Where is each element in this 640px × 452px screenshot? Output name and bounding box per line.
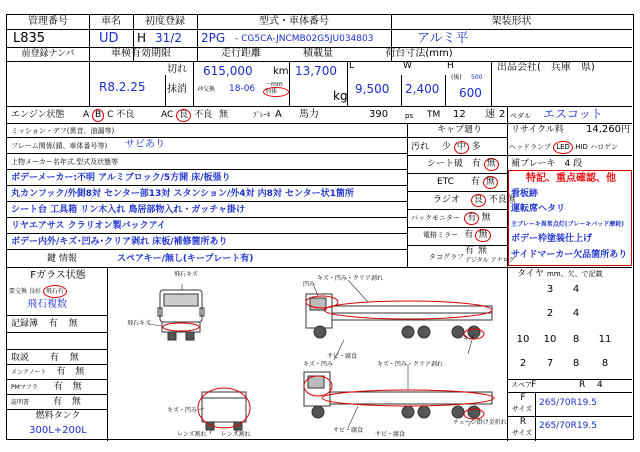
chassis-value: - CG5CA-JNCMB02G5JU034803	[235, 34, 374, 44]
meter-change-value: 18-06	[229, 84, 256, 94]
frame-label: フレーム関係(錆、車体番号等)	[11, 142, 108, 150]
note-11: レンズ割れ	[177, 431, 207, 438]
brake-value: A	[275, 109, 282, 120]
tire-r-label: R	[519, 417, 527, 427]
seat: シート破 有 無	[427, 157, 507, 172]
tire-f-size: 265/70R19.5	[539, 398, 597, 408]
spec-line-1: ボデーメーカー:不明 アルミブロック/5方開 床/板張り	[11, 173, 231, 183]
tire-r2c2: 4	[572, 308, 580, 319]
pedal-label: ペダル	[510, 112, 531, 120]
frame-value: サビあり	[125, 139, 165, 150]
kire-label: 切れ	[167, 64, 187, 75]
pm-muffler: PMマフラ 有 無	[11, 382, 82, 392]
tacho-opts: 有 無	[465, 246, 488, 256]
tacho-label: タコグラフ	[429, 253, 464, 261]
tire-r3c1: 10	[516, 334, 530, 345]
recycle-value: 14,260	[586, 124, 621, 135]
plate-label: 前登録ナンバ	[21, 49, 75, 59]
sekisai-value: 13,700	[295, 64, 337, 78]
kg-unit: kg	[333, 89, 348, 103]
km-unit: km	[273, 66, 289, 77]
nidai-label: 荷台寸法(mm)	[385, 48, 453, 59]
tm-label: TM	[427, 110, 441, 120]
tokki-item-5: サイドマーカー欠品箇所あり	[511, 250, 628, 260]
shuppin: 出品会社( 兵庫 県)	[497, 62, 595, 73]
tire-r2c1: 2	[546, 308, 554, 319]
era-value: H	[137, 31, 147, 45]
torisetsu: 取説 有 無	[11, 353, 79, 363]
truck-front-view-icon	[158, 290, 204, 340]
shomei: 証明書 有 無	[11, 397, 81, 407]
tobiishi-value: 飛石複数	[27, 299, 67, 310]
spare-f: F	[531, 380, 537, 390]
tire-r1c1: 3	[546, 284, 554, 295]
sekisai-label: 積載量	[303, 48, 333, 59]
shamei-value: UD	[99, 31, 119, 46]
soko-value: 615,000	[203, 64, 253, 78]
etc: ETC 有 無	[437, 175, 507, 190]
l-value: 9,500	[355, 82, 390, 96]
w-value: 2,400	[405, 82, 440, 96]
yogore: 汚れ 少 中 多	[411, 142, 481, 152]
h-sub-value: 500	[471, 74, 483, 81]
spec-line-4: リヤエアサス クラリオン製バックアイ	[11, 221, 166, 231]
year-value: 31/2	[155, 31, 182, 45]
note-14: サビ・腐食	[375, 431, 406, 438]
meter-note: 一mm 別体	[265, 81, 283, 95]
spec-line-5: ボデー内外/キズ･凹み･クリア剥れ 床板/補修箇所あり	[11, 237, 228, 247]
tire-r4c2: 7	[546, 358, 554, 369]
mente: メンテノート 有 無	[11, 367, 85, 377]
tank-value: 300L+200L	[29, 425, 87, 436]
tire-r4c4: 8	[601, 358, 609, 369]
note-13: キズ・凹み	[303, 361, 333, 368]
ps-unit: ps	[405, 112, 414, 120]
shonendo-label: 初度登録	[145, 16, 185, 27]
tokki-item-2: 運転席ヘタリ	[511, 204, 566, 214]
note-5: キズ	[463, 335, 475, 342]
mission-label: ミッション・デフ(異音、油漏等)	[11, 127, 115, 135]
tokki-item-3: 主ブレーキ異常点灯(ブレーキパッド摩耗)	[511, 221, 625, 228]
recycle-label: リサイクル料	[511, 125, 564, 135]
note-2: 飛石キズ	[127, 320, 151, 327]
tokki-title: 特記、重点確認、他	[526, 173, 616, 184]
h-value: 600	[459, 86, 482, 100]
w-label: W	[403, 61, 412, 71]
tm-value: 12	[453, 109, 466, 120]
kiroku: 記録簿 有 無	[11, 319, 78, 329]
tank-label: 燃料タンク	[35, 411, 81, 421]
note-9: チェーン掛け金折れ	[453, 419, 507, 426]
katashiki-label: 型式・車体番号	[259, 16, 329, 27]
kaso-label: 架装形状	[491, 16, 532, 27]
fglass-opts: 要交換 良好 飛石有	[9, 285, 105, 298]
escort-value: エスコット	[543, 107, 603, 121]
tire-unit-label: mm、欠、で記載	[547, 270, 603, 278]
h-sub-label: (後)	[451, 74, 462, 81]
tire-r1c2: 4	[572, 284, 580, 295]
key-label: 鍵 情報	[47, 254, 77, 264]
massho-label: 抹消	[167, 84, 187, 95]
note-8: サビ・腐食	[333, 427, 364, 434]
note-10: キズ・凹み	[167, 407, 197, 414]
tokki-item-4: ボデー枠塗装仕上げ	[511, 234, 593, 244]
tacho-sub: デジタル アナログ	[465, 257, 515, 264]
tire-r-size: 265/70R19.5	[539, 421, 597, 431]
tire-r4c3: 8	[572, 358, 580, 369]
tire-r4c1: 2	[519, 358, 527, 369]
soko-label: 走行距離	[221, 48, 261, 59]
kanri-label: 管理番号	[28, 16, 68, 27]
hojo-brake: 補ブレーキ 4 段	[511, 159, 583, 169]
bariki-value: 390	[369, 109, 389, 120]
radio: ラジオ 良 不良無	[433, 195, 516, 205]
uwamono-label: 上物メーカー名年式.型式及状態等	[11, 158, 119, 166]
tire-r-size-label: サイズ	[511, 429, 533, 437]
spare-label: スペア	[511, 381, 532, 389]
spare-r: R	[579, 380, 586, 390]
kaso-value: アルミ平	[417, 31, 469, 46]
l-label: L	[349, 61, 355, 71]
tire-r3c2: 10	[543, 334, 557, 345]
note-4: 凹み	[303, 281, 316, 288]
tire-r3c3: 8	[572, 334, 580, 345]
auction-sheet	[6, 14, 634, 440]
engine-label: エンジン状態	[11, 110, 65, 120]
key-value: スペアキー/無し(キープレート有)	[117, 254, 254, 264]
fglass-label: Fガラス状態	[30, 270, 86, 281]
yuko-value: R8.2.25	[99, 80, 146, 94]
recycle-unit: 円	[621, 125, 631, 135]
bariki-label: 馬力	[299, 109, 319, 120]
note-12: レンズ割れ	[221, 431, 251, 438]
tire-r3c4: 11	[598, 334, 612, 345]
truck-left-side-view-icon	[304, 372, 492, 418]
soku-label: 速	[485, 109, 495, 120]
meter-note-circle	[263, 87, 289, 97]
denkei-mirror: 電格ミラー 有 無	[423, 229, 507, 242]
meter-change-label: ﾒﾀ交換	[197, 86, 216, 93]
tire-label: タイヤ	[517, 269, 544, 279]
headlamp: ヘッドランプ LED HID ハロゲン	[509, 141, 633, 154]
note-3: キズ・凹み・クリア剥れ	[317, 275, 383, 282]
note-6: サビ・腐食	[327, 353, 358, 360]
brake-label: ﾌﾞﾚｰｷ	[253, 111, 271, 119]
engine-options: A B C 不良	[83, 110, 135, 120]
h-label: H	[447, 61, 454, 71]
tokki-item-1: 看板跡	[511, 189, 539, 199]
yuko-label: 車検有効期限	[111, 48, 171, 59]
shamei-label: 車名	[101, 16, 121, 27]
kanri-value: L835	[13, 31, 46, 46]
note-7: キズ・凹み・クリア剥れ	[377, 361, 443, 368]
spec-line-3: シート台 工具箱 リン木入れ 鳥居部物入れ・ガッチャ掛け	[11, 205, 245, 215]
spare-value: 4	[597, 380, 603, 390]
tire-f-label: F	[520, 393, 526, 403]
ac-options: AC 良 不良 無	[161, 110, 228, 120]
spec-line-2: 丸カンフック/外側8対 センター部13対 スタンション/外4対 内8対 センター状1箇所	[11, 189, 354, 199]
katashiki-value: 2PG	[201, 31, 226, 45]
note-1: 飛石キズ	[174, 271, 198, 278]
pedal-value: 2	[499, 109, 506, 120]
back-monitor: バックモニター 有 無	[411, 213, 491, 223]
cab-label: キャブ廻り	[437, 125, 483, 135]
tire-f-size-label: サイズ	[511, 405, 533, 413]
